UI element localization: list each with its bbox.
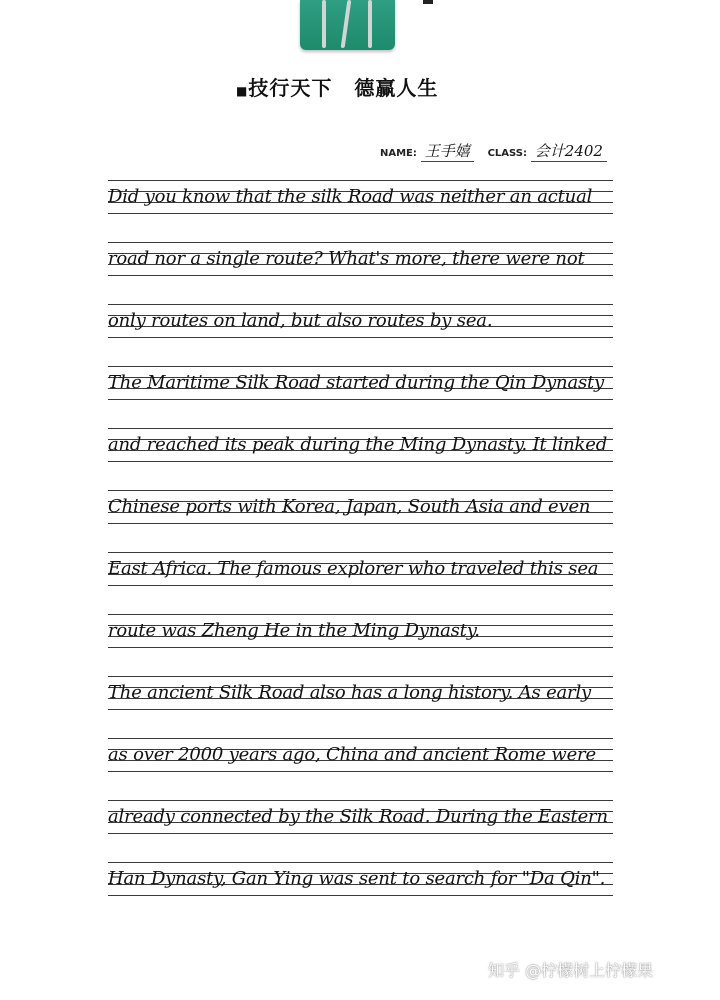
- handwritten-text: The Maritime Silk Road started during the Qin Dynasty: [108, 372, 605, 393]
- writing-line: [108, 676, 613, 712]
- writing-line: [108, 180, 613, 216]
- handwritten-text: Chinese ports with Korea, Japan, South Asia and even: [108, 496, 591, 517]
- binder-clip: [300, 0, 395, 50]
- writing-line: [108, 428, 613, 464]
- edge-mark: [423, 0, 433, 4]
- class-value: 会计2402: [531, 140, 607, 162]
- student-info: [380, 140, 640, 164]
- writing-line: [108, 552, 613, 588]
- writing-line: [108, 242, 613, 278]
- writing-line: [108, 800, 613, 836]
- writing-line: [108, 862, 613, 898]
- page-heading: [236, 72, 496, 104]
- handwritten-text: Did you know that the silk Road was neither an actual: [108, 186, 593, 207]
- handwritten-text: The ancient Silk Road also has a long history. As early: [108, 682, 591, 703]
- clip-wire: [341, 0, 352, 48]
- handwritten-text: East Africa. The famous explorer who traveled this sea: [108, 558, 599, 579]
- watermark-text: 知乎 @柠檬树上柠檬果: [488, 961, 654, 980]
- clip-wire: [322, 0, 326, 48]
- handwritten-text: already connected by the Silk Road. During the Eastern: [108, 806, 608, 827]
- heading-mark: ■: [236, 84, 249, 98]
- clip-wire: [368, 0, 372, 48]
- writing-line: [108, 738, 613, 774]
- handwritten-text: Han Dynasty, Gan Ying was sent to search for "Da Qin".: [108, 868, 606, 889]
- handwritten-text: route was Zheng He in the Ming Dynasty.: [108, 620, 480, 641]
- name-label: NAME:: [380, 148, 417, 159]
- handwritten-text: as over 2000 years ago, China and ancient Rome were: [108, 744, 596, 765]
- handwritten-text: only routes on land, but also routes by sea.: [108, 310, 493, 331]
- heading-right: 德赢人生: [354, 76, 439, 100]
- name-value: 王手嬉: [421, 140, 474, 162]
- handwritten-text: and reached its peak during the Ming Dynasty. It linked: [108, 434, 608, 455]
- class-label: CLASS:: [487, 148, 527, 159]
- writing-line: [108, 304, 613, 340]
- handwritten-text: road nor a single route? What's more, there were not: [108, 248, 585, 269]
- writing-line: [108, 366, 613, 402]
- writing-line: [108, 614, 613, 650]
- heading-left: 技行天下: [248, 76, 333, 100]
- writing-line: [108, 490, 613, 526]
